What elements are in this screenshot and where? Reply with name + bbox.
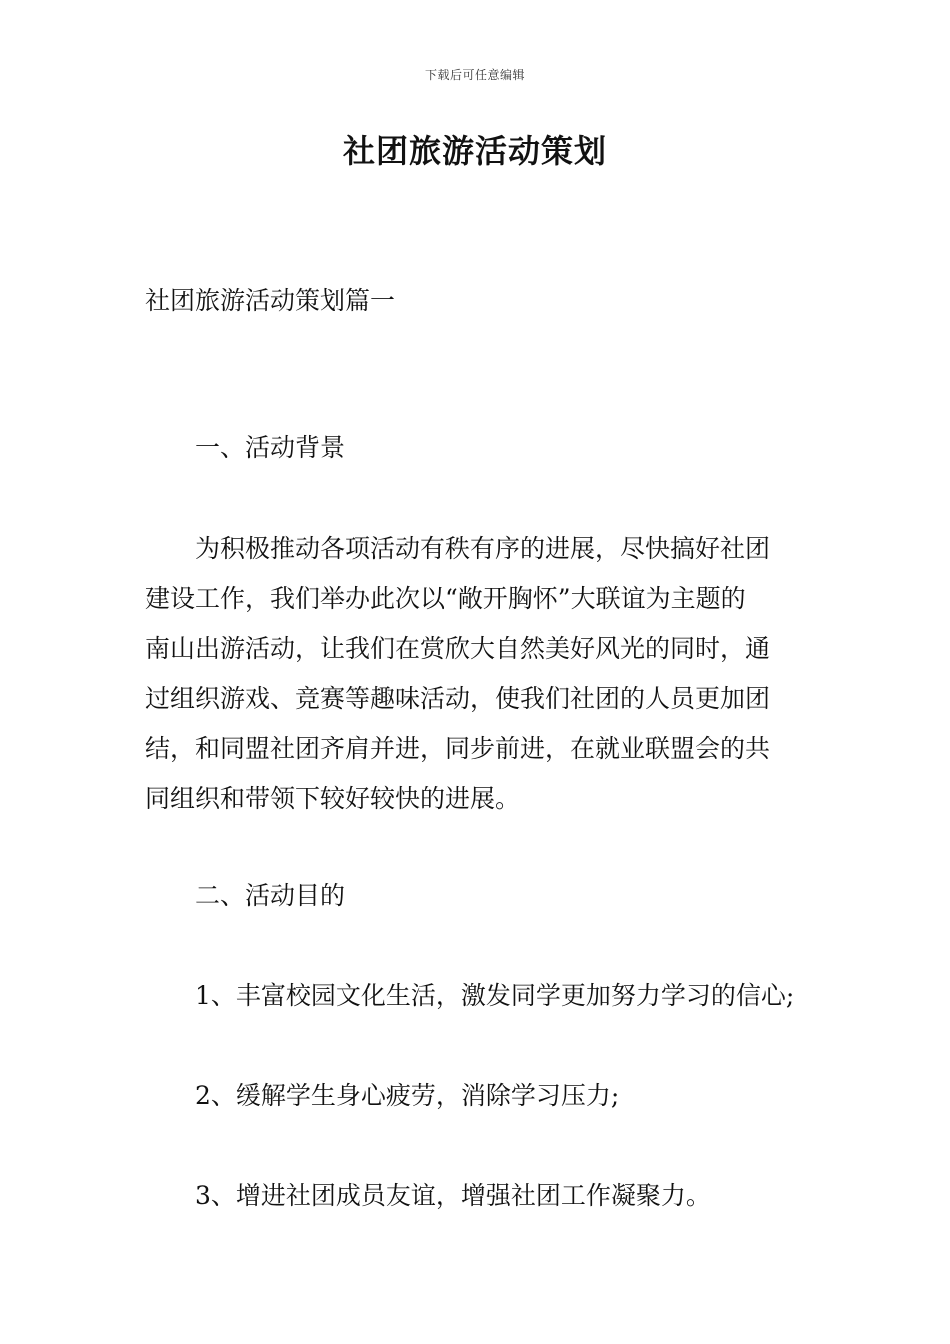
paragraph-line: 南山出游活动，让我们在赏欣大自然美好风光的同时，通 [145,634,771,663]
paragraph-line: 同组织和带领下较好较快的进展。 [145,784,521,813]
paragraph-line: 建设工作，我们举办此次以“敞开胸怀”大联谊为主题的 [145,584,746,613]
list-item: 3、增进社团成员友谊，增强社团工作凝聚力。 [195,1181,711,1210]
paragraph-line: 过组织游戏、竞赛等趣味活动，使我们社团的人员更加团 [145,684,771,713]
header-note: 下载后可任意编辑 [424,68,525,82]
document-subtitle: 社团旅游活动策划篇一 [145,286,396,315]
section-heading-purpose: 二、活动目的 [195,881,346,910]
paragraph-line: 结，和同盟社团齐肩并进，同步前进，在就业联盟会的共 [145,734,771,763]
background-paragraph [145,524,810,824]
list-item: 2、缓解学生身心疲劳，消除学习压力; [195,1081,620,1110]
list-item: 1、丰富校园文化生活，激发同学更加努力学习的信心; [195,981,795,1010]
paragraph-line: 为积极推动各项活动有秩有序的进展，尽快搞好社团 [195,534,771,563]
document-title: 社团旅游活动策划 [342,132,607,170]
section-heading-background: 一、活动背景 [195,433,346,462]
